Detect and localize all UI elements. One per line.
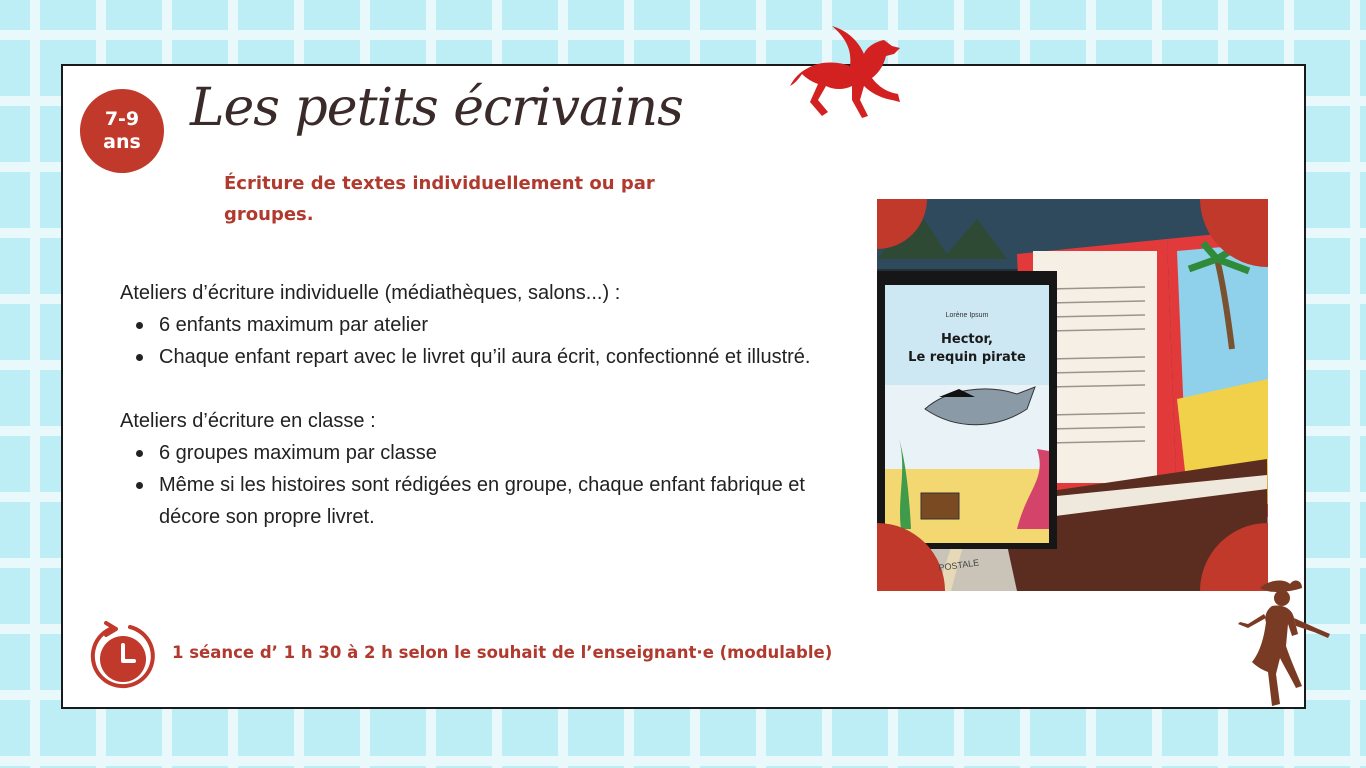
session-duration: 1 séance d’ 1 h 30 à 2 h selon le souhait de l’enseignant·e (modulable) [172, 643, 833, 662]
section-individual [120, 277, 840, 373]
booklet-title-line2: Le requin pirate [908, 350, 1026, 365]
booklet-title-line1: Hector, [941, 332, 993, 347]
subtitle: Écriture de textes individuellement ou par groupes. [224, 173, 655, 225]
age-unit: ans [103, 131, 141, 153]
postcard-label: POSTALE [937, 557, 980, 573]
age-range: 7-9 [104, 108, 140, 131]
bullet-list [120, 309, 840, 373]
pirate-icon [1238, 574, 1342, 710]
section-heading: Ateliers d’écriture en classe : [120, 410, 376, 432]
booklet-author: Lorène Ipsum [945, 312, 989, 319]
list-item: Chaque enfant repart avec le livret qu’il aura écrit, confectionné et illustré. [120, 341, 840, 373]
list-item: 6 enfants maximum par atelier [120, 309, 840, 341]
pegasus-icon [788, 20, 910, 126]
section-classroom [120, 405, 840, 533]
page-title: Les petits écrivains [190, 78, 683, 138]
list-item: 6 groupes maximum par classe [120, 437, 840, 469]
age-badge [80, 89, 164, 173]
booklet-illustration [877, 199, 1268, 591]
list-item: Même si les histoires sont rédigées en groupe, chaque enfant fabrique et décore son propre livret. [120, 469, 840, 533]
clock-icon [88, 619, 158, 693]
workshop-details [120, 277, 840, 565]
section-heading: Ateliers d’écriture individuelle (médiathèques, salons...) : [120, 282, 621, 304]
bullet-list [120, 437, 840, 533]
booklet-photo [877, 199, 1268, 591]
